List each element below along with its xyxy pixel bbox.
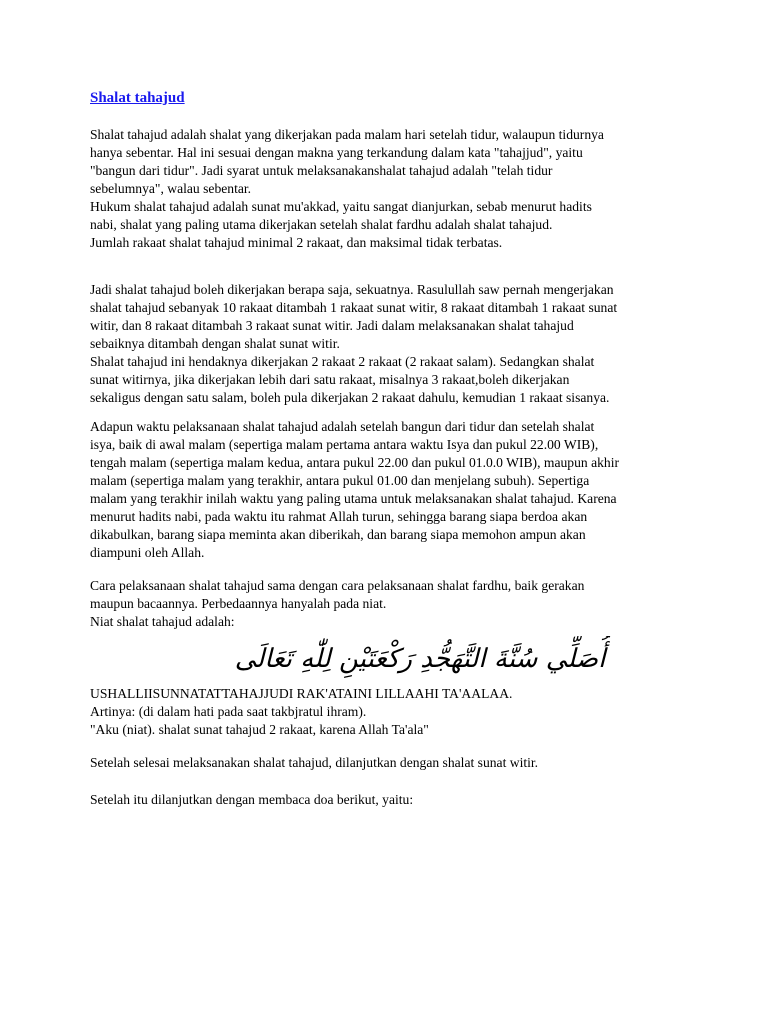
paragraph-waktu bbox=[90, 418, 690, 562]
text-line: diampuni oleh Allah. bbox=[90, 545, 205, 560]
text-line: Cara pelaksanaan shalat tahajud sama dengan cara pelaksanaan shalat fardhu, baik gerakan bbox=[90, 578, 585, 593]
text-line: isya, baik di awal malam (sepertiga malam pertama antara waktu Isya dan pukul 22.00 WIB), bbox=[90, 437, 599, 452]
text-line: malam (sepertiga malam yang terakhir, antara pukul 01.00 dan menjelang subuh). Sepertiga bbox=[90, 473, 590, 488]
text-line: "Aku (niat). shalat sunat tahajud 2 rakaat, karena Allah Ta'ala" bbox=[90, 722, 429, 737]
paragraph-doa bbox=[90, 791, 690, 809]
paragraph-niat-transliteration bbox=[90, 685, 690, 739]
text-line: Setelah selesai melaksanakan shalat tahajud, dilanjutkan dengan shalat sunat witir. bbox=[90, 755, 539, 770]
text-line: nabi, shalat yang paling utama dikerjakan setelah shalat fardhu adalah shalat tahajud. bbox=[90, 217, 553, 232]
text-line: Adapun waktu pelaksanaan shalat tahajud adalah setelah bangun dari tidur dan setelah shalat bbox=[90, 419, 595, 434]
text-line: Niat shalat tahajud adalah: bbox=[90, 614, 235, 629]
text-line: shalat tahajud sebanyak 10 rakaat ditambah 1 rakaat sunat witir, 8 rakaat ditambah 1 rakaat sunat bbox=[90, 300, 618, 315]
text-line: menurut hadits nabi, pada waktu itu rahmat Allah turun, sehingga barang siapa berdoa akan bbox=[90, 509, 588, 524]
paragraph-witir bbox=[90, 754, 690, 772]
text-line: dikabulkan, barang siapa meminta akan diberikah, dan barang siapa memohon ampun akan bbox=[90, 527, 586, 542]
text-line: Hukum shalat tahajud adalah sunat mu'akkad, yaitu sangat dianjurkan, sebab menurut hadits bbox=[90, 199, 592, 214]
text-line: malam yang terakhir inilah waktu yang paling utama untuk melaksanakan shalat tahajud. Karena bbox=[90, 491, 617, 506]
text-line: Jadi shalat tahajud boleh dikerjakan berapa saja, sekuatnya. Rasulullah saw pernah mengerjakan bbox=[90, 282, 614, 297]
text-line: tengah malam (sepertiga malam kedua, antara pukul 22.00 dan pukul 01.0.0 WIB), maupun akhir bbox=[90, 455, 620, 470]
text-line: witir, dan 8 rakaat ditambah 3 rakaat sunat witir. Jadi dalam melaksanakan shalat tahajud bbox=[90, 318, 574, 333]
text-line: "bangun dari tidur". Jadi syarat untuk melaksanakanshalat tahajud adalah "telah tidur bbox=[90, 163, 553, 178]
page-title-link[interactable]: Shalat tahajud bbox=[90, 90, 185, 106]
text-line: Shalat tahajud ini hendaknya dikerjakan 2 rakaat 2 rakaat (2 rakaat salam). Sedangkan shalat bbox=[90, 354, 595, 369]
text-line: Artinya: (di dalam hati pada saat takbjratul ihram). bbox=[90, 704, 367, 719]
text-line: maupun bacaannya. Perbedaannya hanyalah pada niat. bbox=[90, 596, 387, 611]
text-line: USHALLIISUNNATATTAHAJJUDI RAK'ATAINI LILLAAHI TA'AALAA. bbox=[90, 686, 513, 701]
arabic-niat-image: أُصَلِّي سُنَّةَ التَّهَجُّدِ رَكْعَتَيْنِ لِلّٰهِ تَعَالَى bbox=[234, 644, 606, 674]
text-line: sebelumnya", walau sebentar. bbox=[90, 181, 252, 196]
text-line: sebaiknya ditambah dengan shalat sunat witir. bbox=[90, 336, 340, 351]
text-line: Jumlah rakaat shalat tahajud minimal 2 rakaat, dan maksimal tidak terbatas. bbox=[90, 235, 503, 250]
paragraph-cara bbox=[90, 577, 690, 631]
paragraph-rakaat bbox=[90, 281, 690, 407]
paragraph-definition bbox=[90, 126, 690, 252]
text-line: sunat witirnya, jika dikerjakan lebih dari satu rakaat, misalnya 3 rakaat,boleh dikerjakan bbox=[90, 372, 570, 387]
text-line: sekaligus dengan satu salam, boleh pula dikerjakan 2 rakaat dahulu, kemudian 1 rakaat sisanya. bbox=[90, 390, 610, 405]
text-line: Setelah itu dilanjutkan dengan membaca doa berikut, yaitu: bbox=[90, 792, 414, 807]
text-line: Shalat tahajud adalah shalat yang dikerjakan pada malam hari setelah tidur, walaupun tidurnya bbox=[90, 127, 604, 142]
text-line: hanya sebentar. Hal ini sesuai dengan makna yang terkandung dalam kata "tahajjud", yaitu bbox=[90, 145, 583, 160]
